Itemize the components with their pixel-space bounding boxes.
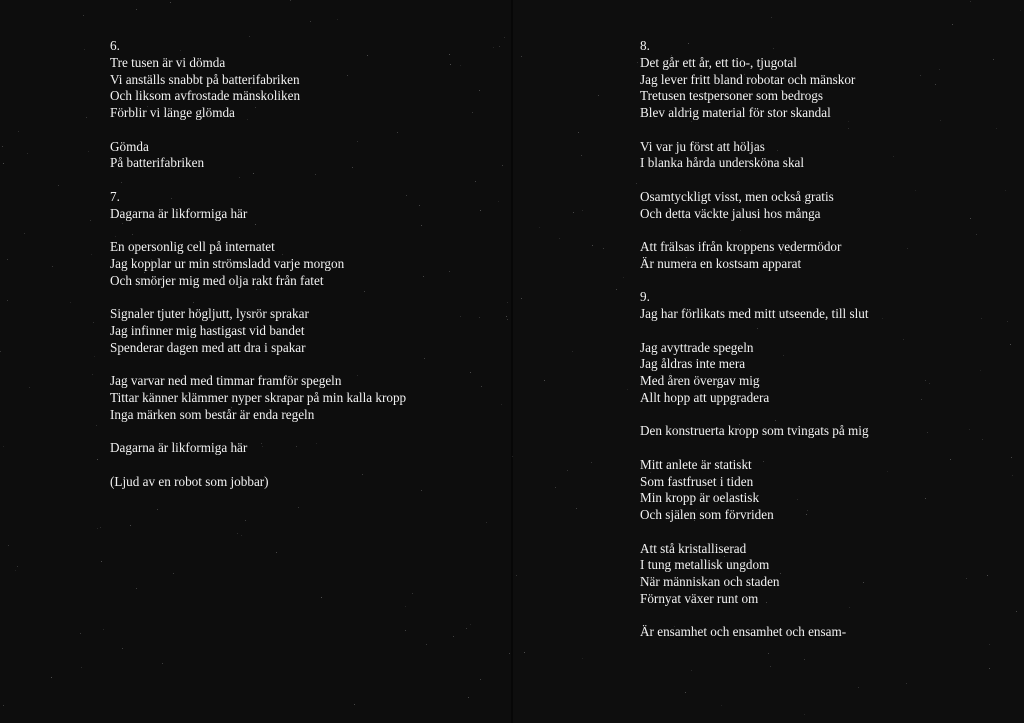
grain-speck: [1007, 321, 1008, 322]
stanza-gap: [640, 172, 869, 189]
grain-speck: [507, 302, 508, 303]
grain-speck: [86, 117, 87, 118]
grain-speck: [887, 471, 888, 472]
grain-speck: [479, 90, 480, 91]
poem-line: Tittar känner klämmer nyper skrapar på min kalla kropp: [110, 389, 407, 405]
grain-speck: [103, 629, 104, 630]
grain-speck: [337, 19, 338, 20]
poem-line: På batterifabriken: [110, 155, 205, 171]
grain-speck: [907, 248, 908, 249]
grain-speck: [1011, 457, 1012, 458]
grain-speck: [122, 648, 123, 649]
grain-speck: [498, 201, 499, 202]
grain-speck: [559, 238, 560, 239]
grain-speck: [15, 570, 16, 571]
grain-speck: [996, 128, 997, 129]
grain-speck: [468, 697, 469, 698]
grain-speck: [94, 356, 95, 357]
grain-speck: [592, 245, 593, 246]
grain-speck: [290, 0, 291, 1]
grain-speck: [449, 54, 450, 55]
grain-speck: [925, 380, 926, 381]
grain-speck: [507, 319, 508, 320]
grain-speck: [70, 302, 71, 303]
grain-speck: [237, 533, 238, 534]
grain-speck: [893, 156, 894, 157]
grain-speck: [249, 36, 250, 37]
grain-speck: [7, 259, 8, 260]
poem-line: Är numera en kostsam apparat: [640, 255, 802, 271]
poem-line: Vi var ju först att höljas: [640, 138, 765, 154]
grain-speck: [83, 15, 84, 16]
grain-speck: [516, 575, 517, 576]
poem-line: Det går ett år, ett tio-, tjugotal: [640, 54, 797, 70]
grain-speck: [524, 652, 525, 653]
grain-speck: [84, 49, 85, 50]
poem-line: Jag åldras inte mera: [640, 356, 746, 372]
poem-line: Jag har förlikats med mitt utseende, till slut: [640, 306, 869, 321]
grain-speck: [582, 658, 583, 659]
grain-speck: [506, 316, 507, 317]
grain-speck: [475, 181, 476, 182]
grain-speck: [93, 322, 94, 323]
section-gap: [640, 273, 869, 290]
poem-line: Allt hopp att uppgradera: [640, 389, 770, 405]
grain-speck: [509, 653, 510, 654]
grain-speck: [966, 578, 967, 579]
grain-speck: [578, 132, 579, 133]
section-number: 6.: [110, 38, 120, 53]
poem-line: När människan och staden: [640, 574, 780, 589]
grain-speck: [472, 112, 473, 113]
grain-speck: [567, 470, 568, 471]
section-gap: [110, 172, 406, 189]
stanza-gap: [640, 222, 869, 239]
grain-speck: [804, 714, 805, 715]
grain-speck: [3, 705, 4, 706]
grain-speck: [18, 131, 19, 132]
grain-speck: [162, 663, 163, 664]
poem-line: Jag kopplar ur min strömsladd varje morgon: [110, 255, 345, 271]
poem-line: Dagarna är likformiga här: [110, 205, 248, 221]
grain-speck: [970, 218, 971, 219]
grain-speck: [130, 525, 131, 526]
grain-speck: [929, 383, 930, 384]
grain-speck: [460, 65, 461, 66]
grain-speck: [882, 318, 883, 319]
grain-speck: [424, 358, 425, 359]
grain-speck: [591, 462, 592, 463]
grain-speck: [627, 389, 628, 390]
poem-line: Jag lever fritt bland robotar och mänskor: [640, 71, 856, 87]
poem-line: Dagarna är likformiga här: [110, 440, 248, 455]
stanza-gap: [110, 356, 406, 373]
grain-speck: [51, 677, 52, 678]
stanza-gap: [640, 407, 869, 424]
grain-speck: [502, 165, 503, 166]
poem-line: I blanka hårda undersköna skal: [640, 155, 805, 171]
grain-speck: [29, 387, 30, 388]
grain-speck: [100, 527, 101, 528]
grain-speck: [721, 705, 722, 706]
page-fold: [511, 0, 513, 723]
poem-line: Spenderar dagen med att dra i spakar: [110, 339, 306, 355]
grain-speck: [501, 404, 502, 405]
grain-speck: [453, 636, 454, 637]
grain-speck: [939, 69, 940, 70]
grain-speck: [499, 46, 500, 47]
grain-speck: [136, 9, 137, 10]
poem-line: Att frälsas ifrån kroppens vedermödor: [640, 239, 842, 254]
grain-speck: [81, 667, 82, 668]
grain-speck: [1005, 190, 1006, 191]
grain-speck: [989, 644, 990, 645]
grain-speck: [412, 593, 413, 594]
stanza-gap: [640, 440, 869, 457]
poem-line: Min kropp är oelastisk: [640, 490, 760, 506]
stanza-gap: [640, 122, 869, 139]
grain-speck: [91, 254, 92, 255]
grain-speck: [241, 535, 242, 536]
grain-speck: [481, 386, 482, 387]
grain-speck: [3, 163, 4, 164]
grain-speck: [58, 185, 59, 186]
poem-line: Att stå kristalliserad: [640, 540, 747, 556]
poem-line: Blev aldrig material för stor skandal: [640, 105, 831, 120]
grain-speck: [770, 666, 771, 667]
grain-speck: [581, 155, 582, 156]
right-poem-column: [640, 38, 869, 641]
grain-speck: [920, 75, 921, 76]
grain-speck: [582, 210, 583, 211]
poem-line: Och själen som förvriden: [640, 507, 774, 522]
poem-line: Mitt anlete är statiskt: [640, 456, 752, 472]
grain-speck: [157, 509, 158, 510]
grain-speck: [616, 289, 617, 290]
grain-speck: [90, 220, 91, 221]
grain-speck: [449, 271, 450, 272]
grain-speck: [470, 372, 471, 373]
grain-speck: [768, 653, 769, 654]
grain-speck: [170, 2, 171, 3]
grain-speck: [504, 37, 505, 38]
stanza-gap: [640, 323, 869, 340]
grain-speck: [298, 507, 299, 508]
grain-speck: [1020, 10, 1021, 11]
grain-speck: [480, 679, 481, 680]
grain-speck: [8, 545, 9, 546]
poem-line: Som fastfruset i tiden: [640, 473, 754, 489]
grain-speck: [276, 552, 277, 553]
poem-line: Den konstruerta kropp som tvingats på mig: [640, 423, 869, 439]
grain-speck: [925, 498, 926, 499]
grain-speck: [981, 318, 982, 319]
grain-speck: [92, 374, 93, 375]
grain-speck: [858, 687, 859, 688]
grain-speck: [405, 606, 406, 607]
poem-line: Och detta väckte jalusi hos många: [640, 205, 821, 221]
stanza-gap: [110, 457, 406, 474]
grain-speck: [136, 588, 137, 589]
grain-speck: [493, 47, 494, 48]
grain-speck: [969, 429, 970, 430]
grain-speck: [1012, 475, 1013, 476]
stanza-gap: [640, 608, 869, 625]
grain-speck: [921, 399, 922, 400]
grain-speck: [321, 597, 322, 598]
grain-speck: [426, 644, 427, 645]
grain-speck: [450, 64, 451, 65]
grain-speck: [906, 683, 907, 684]
grain-speck: [52, 266, 53, 267]
grain-speck: [976, 234, 977, 235]
grain-speck: [24, 233, 25, 234]
grain-speck: [544, 380, 545, 381]
grain-speck: [97, 528, 98, 529]
grain-speck: [460, 316, 461, 317]
grain-speck: [970, 1, 971, 2]
grain-speck: [573, 212, 574, 213]
stanza-gap: [110, 222, 406, 239]
grain-speck: [982, 439, 983, 440]
grain-speck: [603, 248, 604, 249]
poem-line: Signaler tjuter högljutt, lysrör sprakar: [110, 306, 309, 321]
stanza-gap: [110, 423, 406, 440]
poem-line: Med åren övergav mig: [640, 373, 760, 388]
grain-speck: [993, 59, 994, 60]
grain-speck: [572, 351, 573, 352]
grain-speck: [512, 456, 513, 457]
stanza-gap: [110, 122, 406, 139]
poem-line: Inga märken som består är enda regeln: [110, 406, 315, 422]
poem-line: En opersonlig cell på internatet: [110, 239, 275, 254]
stanza-gap: [110, 289, 406, 306]
section-number: 7.: [110, 188, 120, 204]
grain-speck: [1010, 344, 1011, 345]
grain-speck: [470, 624, 471, 625]
grain-speck: [935, 84, 936, 85]
grain-speck: [636, 183, 637, 184]
grain-speck: [421, 490, 422, 491]
poem-line: Jag varvar ned med timmar framför spegeln: [110, 373, 342, 388]
poem-line: Osamtyckligt visst, men också gratis: [640, 188, 834, 204]
grain-speck: [479, 317, 480, 318]
grain-speck: [466, 628, 467, 629]
poem-line: Och smörjer mig med olja rakt från fatet: [110, 272, 324, 288]
grain-speck: [1016, 611, 1017, 612]
poem-line: Vi anställs snabbt på batterifabriken: [110, 71, 300, 87]
stanza-gap: [640, 524, 869, 541]
grain-speck: [96, 425, 97, 426]
grain-speck: [637, 62, 638, 63]
grain-speck: [952, 24, 953, 25]
grain-speck: [354, 704, 355, 705]
poem-line: (Ljud av en robot som jobbar): [110, 473, 269, 489]
grain-speck: [80, 633, 81, 634]
poem-line: Och liksom avfrostade mänskoliken: [110, 88, 301, 104]
grain-speck: [101, 561, 102, 562]
grain-speck: [771, 17, 772, 18]
grain-speck: [804, 659, 805, 660]
grain-speck: [685, 692, 686, 693]
poem-line: Gömda: [110, 138, 149, 154]
section-number: 9.: [640, 289, 650, 305]
grain-speck: [88, 151, 89, 152]
grain-speck: [623, 277, 624, 278]
grain-speck: [486, 522, 487, 523]
grain-speck: [987, 575, 988, 576]
grain-speck: [245, 520, 246, 521]
poem-line: Är ensamhet och ensamhet och ensam-: [640, 624, 847, 640]
grain-speck: [405, 630, 406, 631]
grain-speck: [17, 566, 18, 567]
poem-line: Tre tusen är vi dömda: [110, 54, 226, 70]
grain-speck: [419, 205, 420, 206]
grain-speck: [27, 153, 28, 154]
poem-line: Jag infinner mig hastigast vid bandet: [110, 322, 305, 338]
grain-speck: [940, 120, 941, 121]
poem-line: Jag avyttrade spegeln: [640, 339, 754, 355]
poem-line: Förblir vi länge glömda: [110, 105, 235, 120]
grain-speck: [950, 459, 951, 460]
section-number: 8.: [640, 38, 650, 53]
poem-line: Tretusen testpersoner som bedrogs: [640, 88, 824, 104]
grain-speck: [927, 432, 928, 433]
left-poem-column: [110, 38, 406, 490]
grain-speck: [521, 56, 522, 57]
poem-line: Förnyat växer runt om: [640, 590, 759, 606]
poem-line: I tung metallisk ungdom: [640, 557, 770, 573]
grain-speck: [980, 370, 981, 371]
grain-speck: [539, 227, 540, 228]
grain-speck: [480, 210, 481, 211]
grain-speck: [598, 95, 599, 96]
grain-speck: [421, 225, 422, 226]
grain-speck: [521, 298, 522, 299]
grain-speck: [310, 21, 311, 22]
grain-speck: [555, 487, 556, 488]
grain-speck: [989, 668, 990, 669]
grain-speck: [423, 276, 424, 277]
grain-speck: [903, 339, 904, 340]
grain-speck: [7, 300, 8, 301]
grain-speck: [3, 446, 4, 447]
grain-speck: [691, 670, 692, 671]
grain-speck: [576, 508, 577, 509]
grain-speck: [915, 190, 916, 191]
grain-speck: [173, 573, 174, 574]
grain-speck: [97, 459, 98, 460]
grain-speck: [2, 146, 3, 147]
grain-speck: [0, 351, 1, 352]
